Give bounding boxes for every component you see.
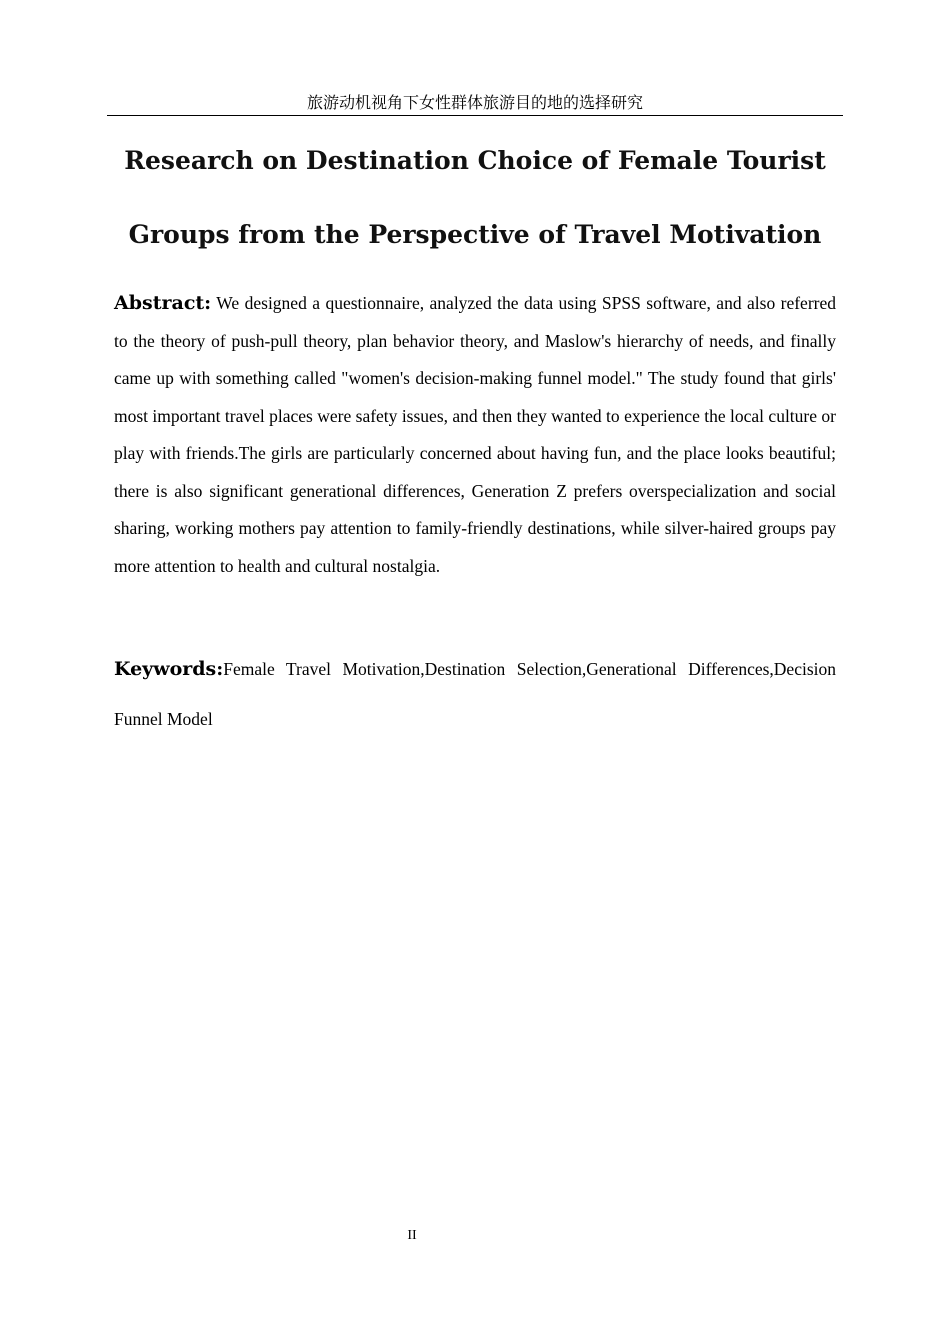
page-number: II <box>407 1228 417 1243</box>
running-header: 旅游动机视角下女性群体旅游目的地的选择研究 <box>306 93 643 112</box>
keywords-paragraph <box>114 644 836 744</box>
header-rule <box>107 115 843 116</box>
paper-title-line-2: Groups from the Perspective of Travel Motivation <box>128 220 822 249</box>
abstract-text: We designed a questionnaire, analyzed the data using SPSS software, and also referred to the theory of push-pull theory, plan behavior theory, and Maslow's hierarchy of needs, and finally came up with something called "women's decision-making funnel model." The study found that girls' most important travel places were safety issues, and then they wanted to experience the local culture or play with friends.The girls are particularly concerned about having fun, and the place looks beautiful; there is also significant generational differences, Generation Z prefers overspecialization and social sharing, working mothers pay attention to family-friendly destinations, while silver-haired groups pay more attention to health and cultural nostalgia. <box>114 293 836 576</box>
paper-title-line-1: Research on Destination Choice of Female Tourist <box>124 146 826 175</box>
keywords-label: Keywords: <box>114 658 224 680</box>
abstract-label: Abstract: <box>114 292 212 314</box>
keywords-text: Female Travel Motivation,Destination Selection,Generational Differences,Decision Funnel Model <box>114 659 836 729</box>
abstract-paragraph <box>114 285 836 585</box>
